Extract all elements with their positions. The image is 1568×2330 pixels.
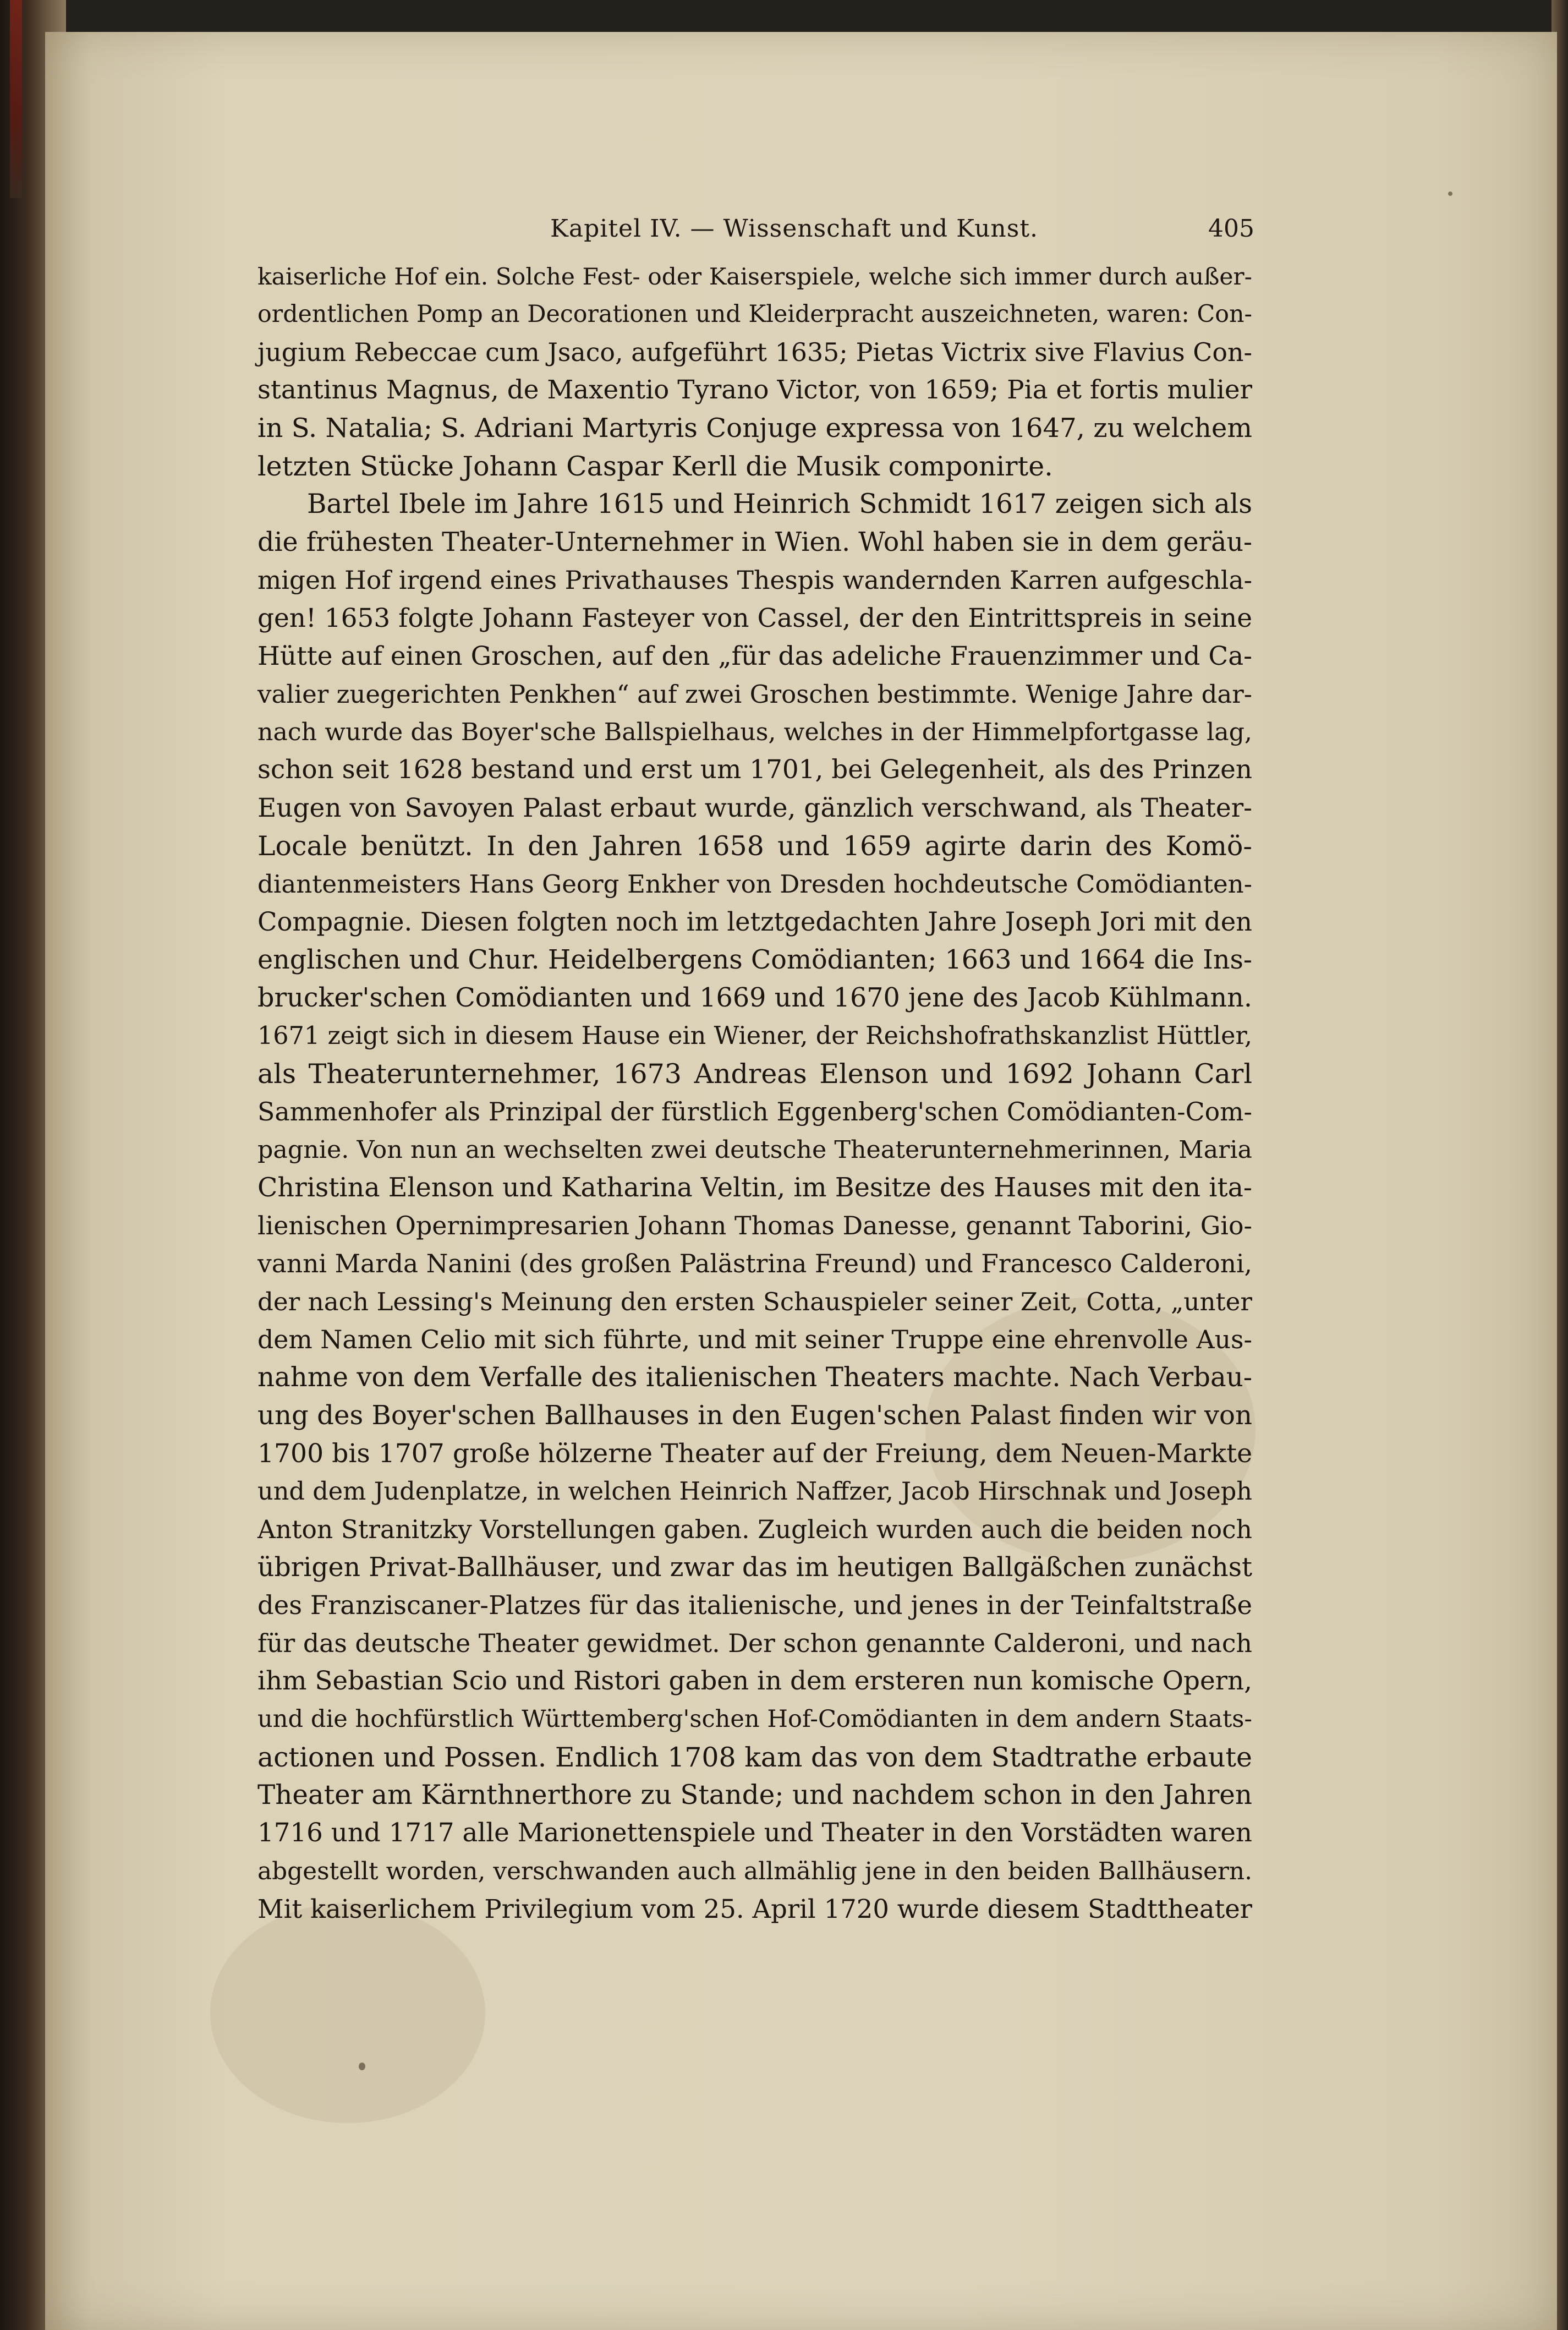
text-line: und dem Judenplatze, in welchen Heinrich Naffzer, Jacob Hirschnak und Joseph <box>257 1477 1252 1506</box>
text-line: Sammenhofer als Prinzipal der fürstlich Eggenberg'schen Comödianten-Com- <box>257 1097 1252 1126</box>
text-line: 1716 und 1717 alle Marionettenspiele und Theater in den Vorstädten waren <box>257 1818 1252 1848</box>
text-line: Anton Stranitzky Vorstellungen gaben. Zugleich wurden auch die beiden noch <box>257 1515 1252 1544</box>
text-line: gen! 1653 folgte Johann Fasteyer von Cassel, der den Eintrittspreis in seine <box>257 603 1252 633</box>
text-line: dem Namen Celio mit sich führte, und mit seiner Truppe eine ehrenvolle Aus- <box>257 1325 1252 1354</box>
text-line: als Theaterunternehmer, 1673 Andreas Elenson und 1692 Johann Carl <box>257 1058 1252 1090</box>
text-line: 1700 bis 1707 große hölzerne Theater auf der Freiung, dem Neuen-Markte <box>257 1439 1252 1469</box>
running-head: Kapitel IV. — Wissenschaft und Kunst. <box>550 215 1039 243</box>
text-line: ordentlichen Pomp an Decorationen und Kleiderpracht auszeichneten, waren: Con- <box>257 300 1252 328</box>
text-line: letzten Stücke Johann Caspar Kerll die Musik componirte. <box>257 451 1053 482</box>
text-line: nach wurde das Boyer'sche Ballspielhaus, welches in der Himmelpfortgasse lag, <box>257 718 1252 746</box>
text-line: in S. Natalia; S. Adriani Martyris Conjuge expressa von 1647, zu welchem <box>257 413 1252 444</box>
text-line: stantinus Magnus, de Maxentio Tyrano Victor, von 1659; Pia et fortis mulier <box>257 375 1252 405</box>
text-line: des Franziscaner-Platzes für das italienische, und jenes in der Teinfaltstraße <box>257 1590 1252 1620</box>
text-line: brucker'schen Comödianten und 1669 und 1670 jene des Jacob Kühlmann. <box>257 983 1252 1013</box>
binding-strip <box>10 0 22 198</box>
text-line: übrigen Privat-Ballhäuser, und zwar das im heutigen Ballgäßchen zunächst <box>257 1552 1252 1583</box>
page-header <box>165 215 1254 253</box>
text-line: Compagnie. Diesen folgten noch im letztgedachten Jahre Joseph Jori mit den <box>257 907 1252 937</box>
text-line: englischen und Chur. Heidelbergens Comödianten; 1663 und 1664 die Ins- <box>257 945 1252 975</box>
text-line: 1671 zeigt sich in diesem Hause ein Wiener, der Reichshofrathskanzlist Hüttler, <box>257 1022 1252 1050</box>
text-line: lienischen Opernimpresarien Johann Thomas Danesse, genannt Taborini, Gio- <box>257 1211 1252 1240</box>
text-line: valier zuegerichten Penkhen“ auf zwei Groschen bestimmte. Wenige Jahre dar- <box>257 680 1252 709</box>
text-line: die frühesten Theater-Unternehmer in Wien. Wohl haben sie in dem geräu- <box>257 527 1252 557</box>
text-line: Locale benützt. In den Jahren 1658 und 1659 agirte darin des Komö- <box>257 830 1252 862</box>
text-line: migen Hof irgend eines Privathauses Thespis wandernden Karren aufgeschla- <box>257 566 1252 595</box>
text-line: kaiserliche Hof ein. Solche Fest- oder Kaiserspiele, welche sich immer durch außer- <box>257 263 1252 290</box>
page-number: 405 <box>1208 215 1254 243</box>
text-line: Theater am Kärnthnerthore zu Stande; und nachdem schon in den Jahren <box>257 1780 1252 1811</box>
text-line: schon seit 1628 bestand und erst um 1701, bei Gelegenheit, als des Prinzen <box>257 755 1252 785</box>
ink-speck <box>1448 192 1452 196</box>
text-line: ihm Sebastian Scio und Ristori gaben in dem ersteren nun komische Opern, <box>257 1666 1252 1696</box>
text-line: actionen und Possen. Endlich 1708 kam das von dem Stadtrathe erbaute <box>257 1742 1252 1773</box>
paper-stain <box>210 1903 485 2123</box>
text-line: vanni Marda Nanini (des großen Palästrina Freund) und Francesco Calderoni, <box>257 1249 1252 1278</box>
text-line: Eugen von Savoyen Palast erbaut wurde, gänzlich verschwand, als Theater- <box>257 793 1252 823</box>
text-line: ung des Boyer'schen Ballhauses in den Eugen'schen Palast finden wir von <box>257 1400 1252 1431</box>
text-line: für das deutsche Theater gewidmet. Der schon genannte Calderoni, und nach <box>257 1629 1252 1658</box>
text-line: abgestellt worden, verschwanden auch allmählig jene in den beiden Ballhäusern. <box>257 1857 1252 1885</box>
ink-speck <box>359 2063 365 2070</box>
text-line: Hütte auf einen Groschen, auf den „für das adeliche Frauenzimmer und Ca- <box>257 641 1252 671</box>
text-line: der nach Lessing's Meinung den ersten Schauspieler seiner Zeit, Cotta, „unter <box>257 1287 1252 1316</box>
text-line: diantenmeisters Hans Georg Enkher von Dresden hochdeutsche Comödianten- <box>257 869 1252 899</box>
text-line: jugium Rebeccae cum Jsaco, aufgeführt 1635; Pietas Victrix sive Flavius Con- <box>257 337 1252 367</box>
body-text <box>257 258 1252 1928</box>
text-line: nahme von dem Verfalle des italienischen Theaters machte. Nach Verbau- <box>257 1362 1252 1393</box>
text-line: Mit kaiserlichem Privilegium vom 25. April 1720 wurde diesem Stadttheater <box>257 1894 1252 1924</box>
text-line: Christina Elenson und Katharina Veltin, im Besitze des Hauses mit den ita- <box>257 1173 1252 1203</box>
text-line: pagnie. Von nun an wechselten zwei deutsche Theaterunternehmerinnen, Maria <box>257 1136 1252 1164</box>
text-line: und die hochfürstlich Württemberg'schen Hof-Comödianten in dem andern Staats- <box>257 1705 1252 1733</box>
text-line: Bartel Ibele im Jahre 1615 und Heinrich Schmidt 1617 zeigen sich als <box>307 489 1252 519</box>
